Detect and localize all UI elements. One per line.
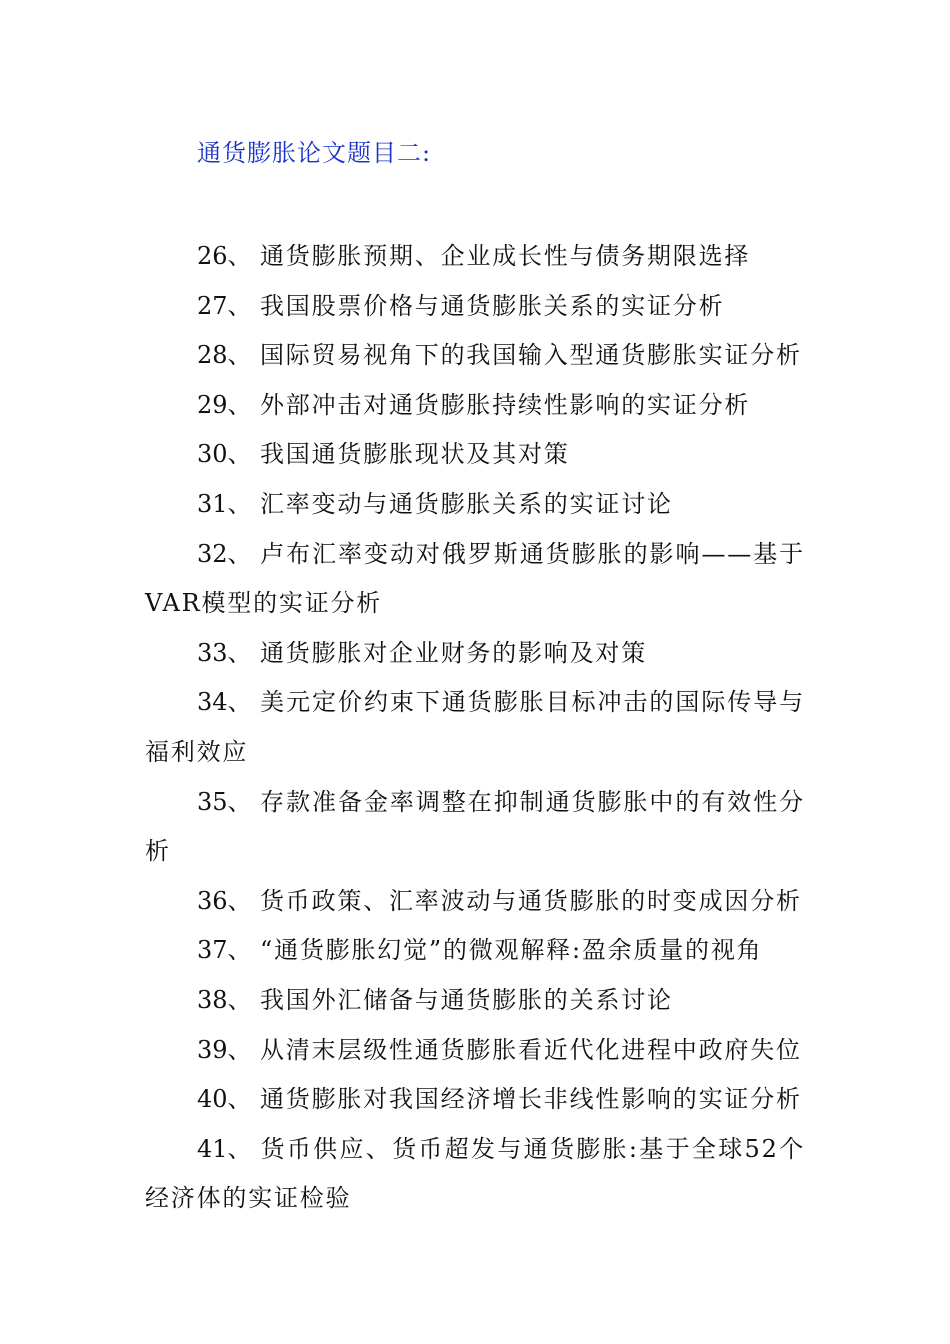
item-text: 美元定价约束下通货膨胀目标冲击的国际传导与福利效应 (145, 688, 805, 766)
list-item (145, 976, 805, 1026)
item-number: 30、 (197, 440, 252, 469)
item-number: 26、 (197, 242, 252, 270)
list-item (145, 282, 805, 332)
item-text: 通货膨胀对我国经济增长非线性影响的实证分析 (260, 1085, 802, 1114)
item-number: 32、 (197, 539, 252, 568)
list-item (145, 430, 805, 480)
list-item (145, 1075, 805, 1125)
list-item (145, 926, 805, 976)
item-number: 37、 (197, 936, 252, 965)
list-item (145, 480, 805, 530)
item-number: 35、 (197, 787, 252, 816)
item-number: 41、 (197, 1134, 252, 1163)
list-item (145, 877, 805, 927)
list-item (145, 678, 805, 777)
item-text: 货币供应、货币超发与通货膨胀:基于全球52个经济体的实证检验 (145, 1134, 805, 1213)
item-text: 外部冲击对通货膨胀持续性影响的实证分析 (260, 390, 751, 419)
item-number: 39、 (197, 1035, 252, 1064)
item-number: 27、 (197, 291, 252, 320)
item-text: 我国股票价格与通货膨胀关系的实证分析 (260, 291, 725, 320)
topic-list (145, 232, 805, 1224)
section-heading: 通货膨胀论文题目二: (197, 139, 432, 167)
item-text: 我国外汇储备与通货膨胀的关系讨论 (260, 985, 673, 1014)
list-item (145, 1026, 805, 1076)
item-text: “通货膨胀幻觉”的微观解释:盈余质量的视角 (260, 936, 763, 965)
list-item (145, 331, 805, 381)
item-text: 存款准备金率调整在抑制通货膨胀中的有效性分析 (145, 787, 805, 866)
list-item (145, 232, 805, 282)
item-text: 货币政策、汇率波动与通货膨胀的时变成因分析 (260, 886, 802, 915)
item-text: 汇率变动与通货膨胀关系的实证讨论 (260, 489, 673, 518)
item-text: 通货膨胀预期、企业成长性与债务期限选择 (260, 242, 751, 270)
item-text: 我国通货膨胀现状及其对策 (260, 440, 570, 469)
item-number: 34、 (197, 688, 252, 717)
item-number: 40、 (197, 1085, 252, 1114)
item-number: 33、 (197, 638, 252, 667)
item-number: 29、 (197, 390, 252, 419)
item-text: 国际贸易视角下的我国输入型通货膨胀实证分析 (260, 341, 802, 370)
item-number: 36、 (197, 886, 252, 915)
list-item (145, 1125, 805, 1224)
item-number: 38、 (197, 985, 252, 1014)
item-number: 31、 (197, 489, 252, 518)
list-item (145, 381, 805, 431)
list-item (145, 778, 805, 877)
item-text: 卢布汇率变动对俄罗斯通货膨胀的影响——基于VAR模型的实证分析 (145, 539, 805, 618)
item-number: 28、 (197, 341, 252, 370)
list-item (145, 530, 805, 629)
item-text: 从清末层级性通货膨胀看近代化进程中政府失位 (260, 1035, 802, 1064)
list-item (145, 629, 805, 679)
item-text: 通货膨胀对企业财务的影响及对策 (260, 638, 647, 667)
